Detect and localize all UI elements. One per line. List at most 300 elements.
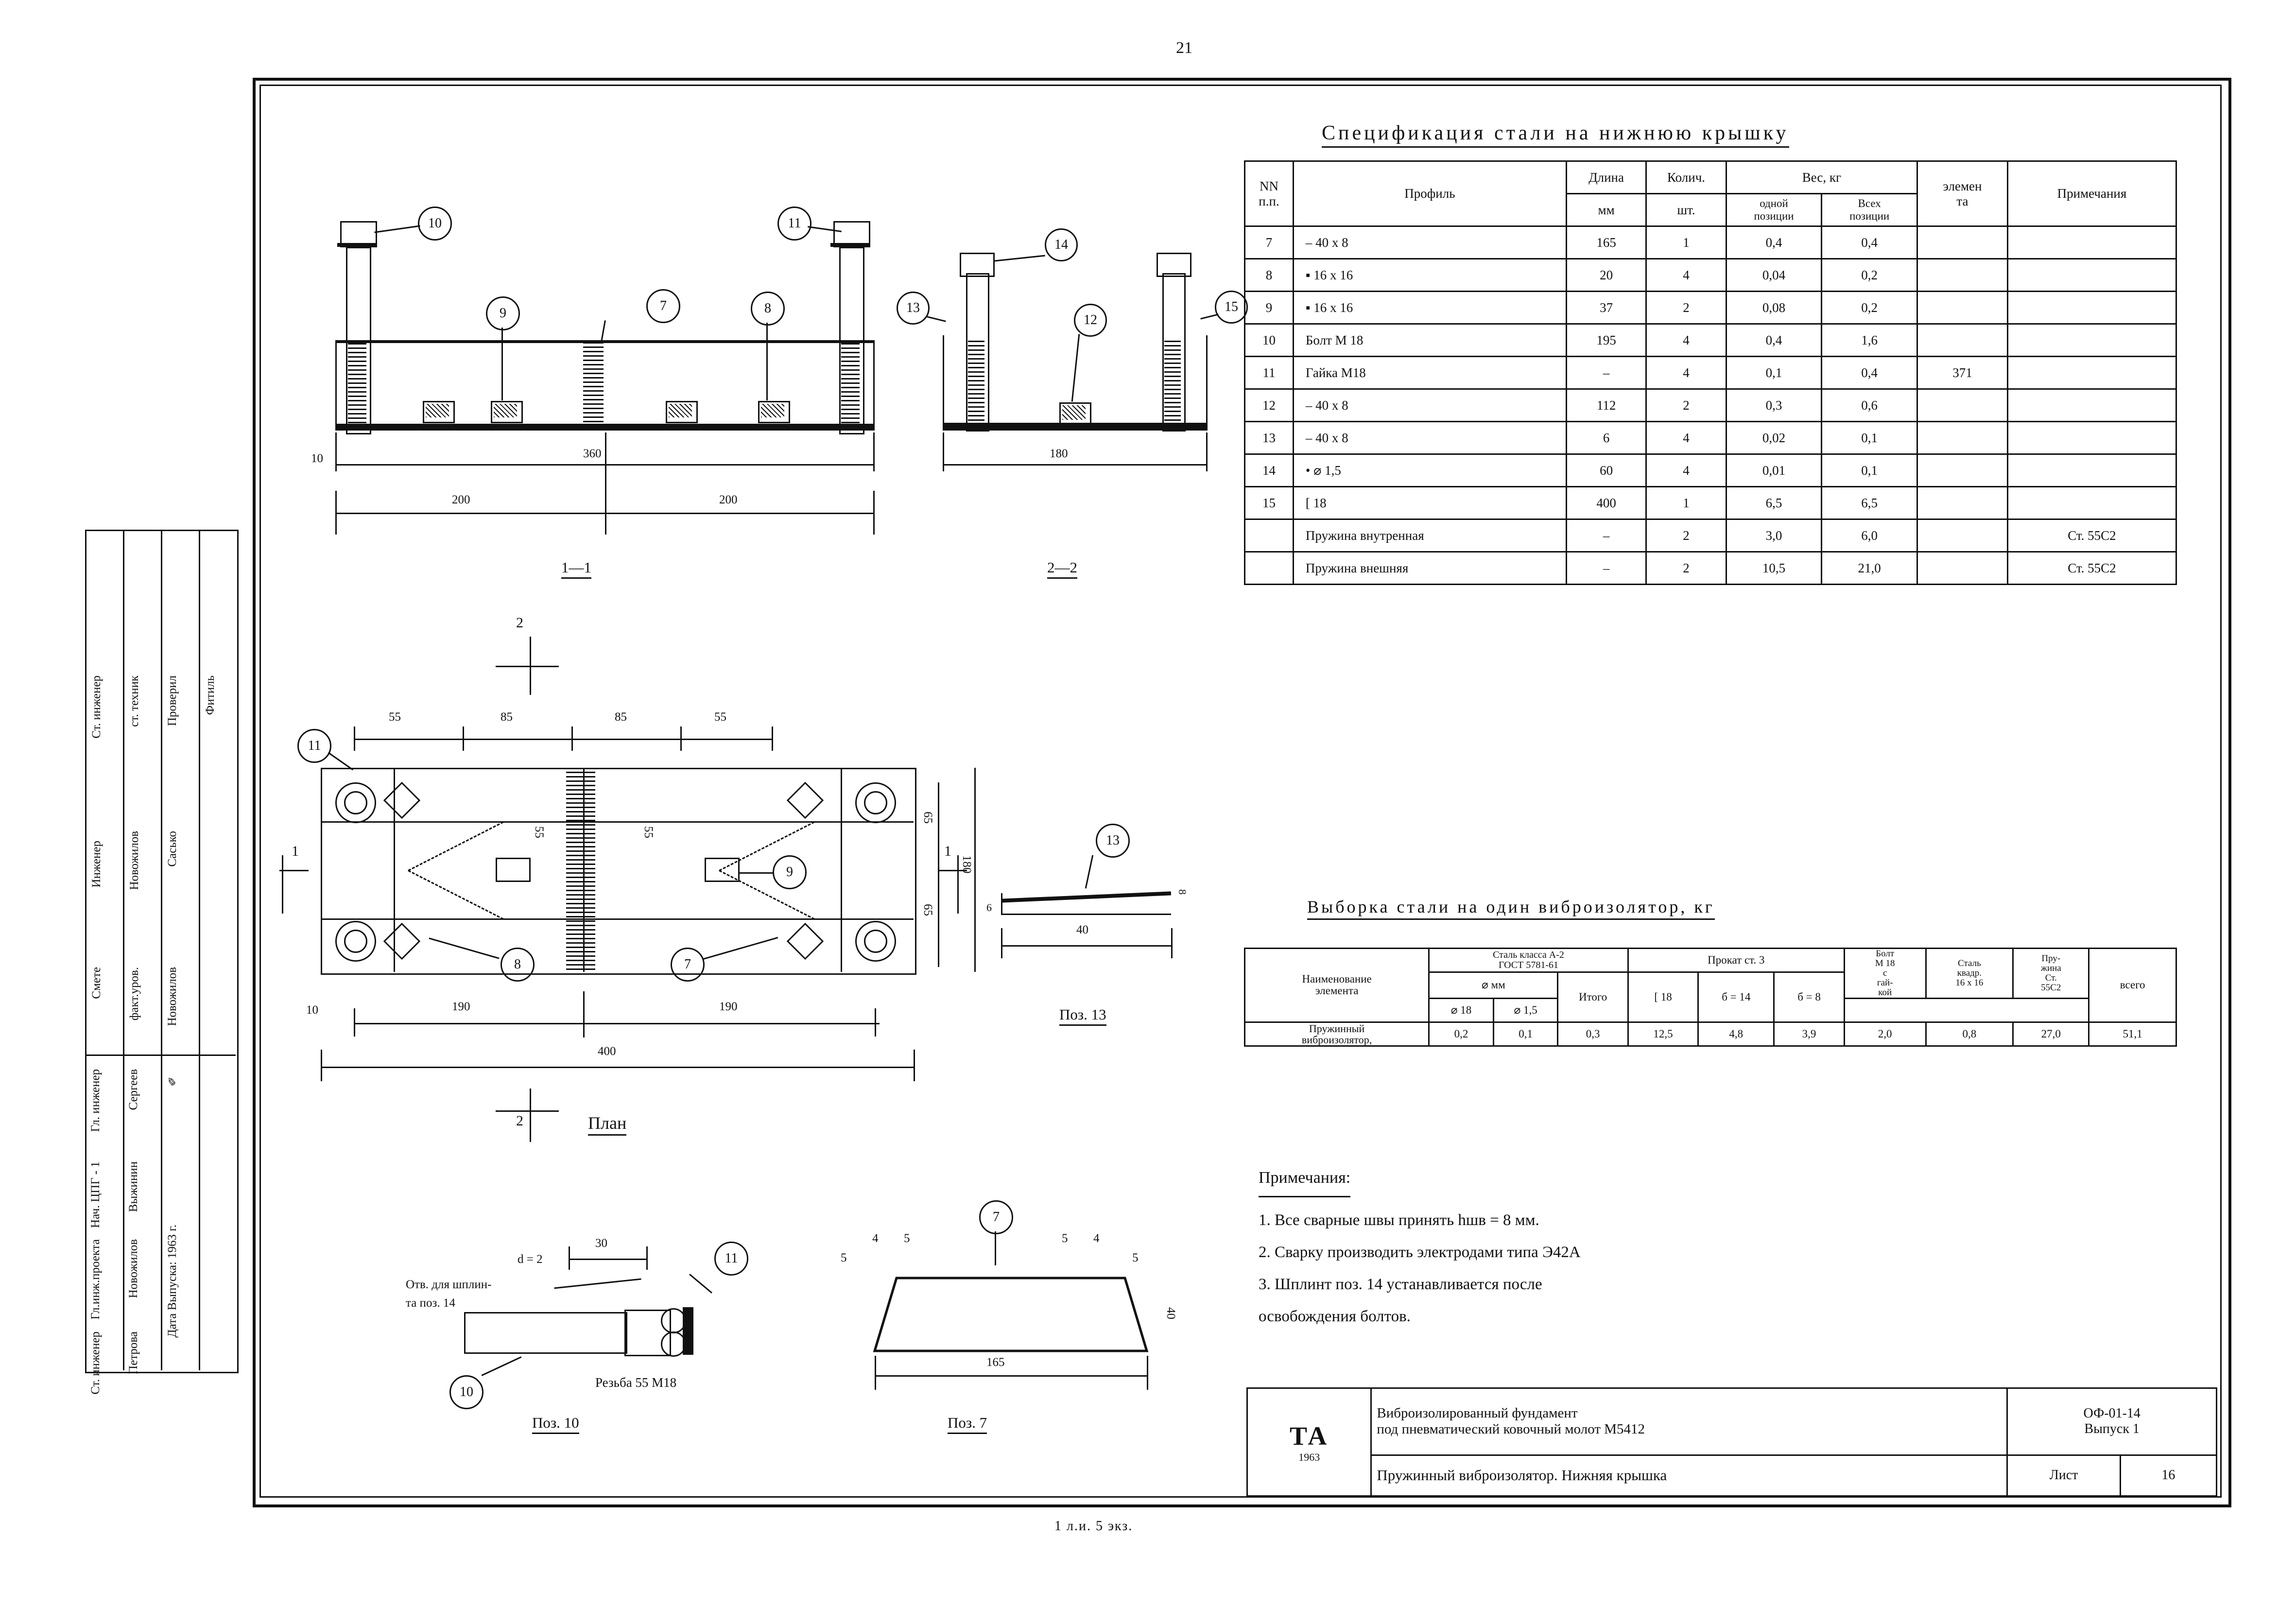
dim-poz7-40: 40 (1164, 1307, 1177, 1319)
dim-200-left: 200 (452, 493, 470, 506)
spec-cell-qty: 2 (1646, 519, 1726, 552)
notes-list (1259, 1204, 2182, 1332)
plan-hole-tl-inner (344, 791, 367, 814)
spec-cell-nn: 10 (1245, 324, 1294, 357)
block-8-b-hatch (669, 404, 692, 417)
dim-line-poz13-40 (1001, 945, 1171, 947)
stamp-div-3 (199, 530, 200, 1370)
leader-poz7 (995, 1231, 996, 1265)
dim-line-poz7-165 (875, 1375, 1147, 1377)
dtick-poz13-a (1001, 928, 1002, 958)
section-mark-2-bottom-tick (530, 1089, 531, 1142)
spec-cell-element: 371 (1917, 357, 2008, 389)
stamp-role-2: Нач. ЦПГ - 1 (89, 1161, 102, 1228)
plan-hole-tr-inner (864, 791, 887, 814)
vyb-val-square: 0,8 (1926, 1022, 2013, 1046)
poz10-shank (464, 1312, 627, 1354)
vyb-col-spring: Пру- жина Ст. 55С2 (2013, 949, 2089, 999)
spec-col-qty-unit: шт. (1646, 194, 1726, 226)
balloon-15: 15 (1215, 291, 1248, 324)
dtick-5 (772, 726, 773, 751)
spec-cell-element (1917, 552, 2008, 585)
stamp-role-4: Ст. инженер (89, 1331, 102, 1395)
stamp-name-3: Новожилов (127, 1239, 140, 1298)
vyb-col-b8: б = 8 (1774, 972, 1844, 1022)
dim-ext-180-right (1206, 432, 1208, 471)
vyb-data-row (1245, 1022, 2176, 1046)
spec-cell-w-all: 6,5 (1822, 487, 1917, 519)
vyb-col-b14: б = 14 (1698, 972, 1774, 1022)
dtick-2 (463, 726, 464, 751)
vyb-row-name: Пружинный виброизолятор, (1245, 1022, 1429, 1046)
spec-cell-length: – (1566, 519, 1646, 552)
dim-55v-left: 55 (533, 826, 546, 838)
signature-stamp (85, 530, 236, 1395)
spec-cell-element (1917, 324, 2008, 357)
dtick-b3 (875, 1008, 876, 1037)
spec-cell-length: – (1566, 552, 1646, 585)
spec-cell-w-all: 0,4 (1822, 357, 1917, 389)
thread-hatch-2-2-right (1164, 340, 1181, 425)
poz13-left-edge (1001, 893, 1002, 915)
spec-cell-nn (1245, 519, 1294, 552)
spec-cell-element (1917, 519, 2008, 552)
dim-poz7-4a: 4 (872, 1232, 879, 1245)
spec-header-row-1 (1245, 161, 2176, 194)
title-block-row-2 (1247, 1455, 2217, 1496)
spec-cell-profile: – 40 x 8 (1293, 226, 1566, 259)
block-9-b-hatch (761, 404, 784, 417)
spec-cell-w-all: 21,0 (1822, 552, 1917, 585)
dim-poz13-8: 8 (1176, 889, 1189, 895)
spec-cell-profile: – 40 x 8 (1293, 389, 1566, 422)
spec-cell-qty: 1 (1646, 487, 1726, 519)
dtick-poz13-b (1171, 928, 1173, 958)
title-block-code: ОФ-01-14 Выпуск 1 (2007, 1388, 2217, 1455)
spec-cell-w-all: 6,0 (1822, 519, 1917, 552)
spec-row (1245, 389, 2176, 422)
notes-block (1259, 1161, 2182, 1332)
spec-cell-note (2007, 454, 2176, 487)
channel-left-web (943, 335, 944, 430)
stamp-col-label-1: Ст. инженер (90, 675, 103, 739)
caption-poz-7: Поз. 7 (948, 1414, 987, 1432)
spec-cell-w-one: 0,04 (1726, 259, 1822, 292)
spec-cell-length: 20 (1566, 259, 1646, 292)
spec-col-weight: Вес, кг (1726, 161, 1917, 194)
spec-cell-profile: Пружина внутренная (1293, 519, 1566, 552)
section-mark-2-bottom-line (496, 1110, 559, 1112)
dim-180-plan: 180 (960, 855, 973, 874)
caption-poz-13: Поз. 13 (1059, 1006, 1106, 1023)
spec-cell-w-one: 6,5 (1726, 487, 1822, 519)
dtick-poz10-b (646, 1246, 648, 1270)
balloon-9: 9 (486, 296, 520, 330)
spec-cell-qty: 4 (1646, 324, 1726, 357)
dim-ext-a (335, 491, 337, 535)
spec-cell-note (2007, 259, 2176, 292)
vyb-col-square: Сталь квадр. 16 x 16 (1926, 949, 2013, 999)
washer-10 (337, 243, 377, 247)
caption-section-1-1: 1—1 (561, 559, 591, 576)
vyb-col-fimm: ⌀ мм (1429, 972, 1558, 999)
dim-poz7-5c: 5 (1062, 1232, 1068, 1245)
thread-hatch-left (348, 340, 366, 428)
spec-cell-note (2007, 422, 2176, 454)
stamp-check-2: Сасько (166, 831, 179, 867)
poz10-head (683, 1307, 693, 1355)
spec-cell-length: 6 (1566, 422, 1646, 454)
spec-cell-profile: ▪ 16 x 16 (1293, 259, 1566, 292)
vyb-val-b8: 3,9 (1774, 1022, 1844, 1046)
balloon-plan-11: 11 (297, 729, 331, 763)
vyb-val-b14: 4,8 (1698, 1022, 1774, 1046)
spec-cell-w-all: 0,1 (1822, 454, 1917, 487)
plan-inner-h1 (321, 821, 914, 823)
balloon-plan-9: 9 (773, 855, 807, 889)
spec-row (1245, 357, 2176, 389)
spec-cell-qty: 4 (1646, 454, 1726, 487)
dim-200-right: 200 (719, 493, 738, 506)
washer-11 (830, 243, 870, 247)
page-number: 21 (1176, 39, 1192, 57)
dim-55v-right: 55 (642, 826, 655, 838)
section-mark-1-left-tick (279, 870, 309, 871)
spec-cell-note: Ст. 55С2 (2007, 552, 2176, 585)
stamp-div-h1 (85, 1054, 236, 1056)
spec-cell-qty: 2 (1646, 292, 1726, 324)
poz13-wedge-bottom (1001, 914, 1171, 915)
thread-hatch-right (841, 340, 860, 428)
dim-ext-right-360 (873, 432, 875, 471)
spec-cell-qty: 2 (1646, 552, 1726, 585)
title-block-logo: ТА 1963 (1247, 1388, 1371, 1496)
cover-left-edge (335, 340, 337, 429)
dim-10-left: 10 (311, 452, 323, 465)
spec-col-w-one: одной позиции (1726, 194, 1822, 226)
spec-cell-qty: 4 (1646, 422, 1726, 454)
dim-85b: 85 (615, 710, 627, 724)
stamp-name-4: Петрова (127, 1331, 140, 1374)
stamp-div-1 (123, 530, 124, 1370)
plan-hole-br-inner (864, 930, 887, 953)
spec-cell-element (1917, 292, 2008, 324)
spec-cell-nn: 9 (1245, 292, 1294, 324)
balloon-12: 12 (1074, 304, 1107, 337)
plan-hole-bl-inner (344, 930, 367, 953)
spec-table (1244, 160, 2177, 585)
section-mark-2-top-label: 2 (516, 615, 523, 631)
dtick-3 (571, 726, 573, 751)
leader-9 (501, 328, 503, 400)
spec-cell-element (1917, 487, 2008, 519)
stamp-div-2 (161, 530, 162, 1370)
balloon-poz10-11: 11 (714, 1242, 748, 1276)
spec-row (1245, 324, 2176, 357)
dim-65b: 65 (921, 904, 934, 916)
dim-85a: 85 (501, 710, 513, 724)
poz10-d2: d = 2 (518, 1253, 543, 1266)
spec-cell-profile: [ 18 (1293, 487, 1566, 519)
spec-cell-note (2007, 487, 2176, 519)
dim-poz7-5a: 5 (841, 1251, 847, 1264)
poz10-thread-label: Резьба 55 М18 (595, 1375, 677, 1390)
spec-cell-note (2007, 357, 2176, 389)
dim-line-right-180 (974, 768, 976, 972)
spec-cell-w-all: 0,2 (1822, 292, 1917, 324)
spec-cell-w-all: 0,1 (1822, 422, 1917, 454)
caption-plan: План (588, 1113, 626, 1133)
stamp-col-label-2: Инженер (90, 841, 103, 888)
spec-cell-nn (1245, 552, 1294, 585)
spring-hatch-middle (583, 340, 604, 427)
spec-cell-note: Ст. 55С2 (2007, 519, 2176, 552)
block-12-hatch (1062, 405, 1086, 420)
dim-ext-left-360 (335, 432, 337, 471)
spec-cell-w-all: 0,4 (1822, 226, 1917, 259)
spec-row (1245, 519, 2176, 552)
dtick-poz7-a (875, 1356, 876, 1390)
spec-col-qty: Колич. (1646, 161, 1726, 194)
dim-55a: 55 (389, 710, 401, 724)
spec-cell-w-one: 0,02 (1726, 422, 1822, 454)
vyb-col-c18: [ 18 (1628, 972, 1698, 1022)
spec-cell-element (1917, 454, 2008, 487)
cover-right-edge (873, 340, 875, 429)
dim-10-plan: 10 (306, 1003, 318, 1017)
plan-center-hatch (566, 770, 595, 970)
dim-line-190 (354, 1023, 880, 1024)
title-block-sheet-label: Лист (2007, 1455, 2120, 1496)
stamp-colname-2: Новожилов (128, 831, 141, 890)
spec-cell-nn: 15 (1245, 487, 1294, 519)
stamp-colname-1: ст. техник (128, 675, 141, 727)
spec-cell-w-one: 0,3 (1726, 389, 1822, 422)
spec-cell-w-one: 3,0 (1726, 519, 1822, 552)
title-block-subject: Виброизолированный фундамент под пневматический ковочный молот М5412 (1371, 1388, 2007, 1455)
poz7-trapezoid (860, 1263, 1161, 1370)
vyb-val-fi15: 0,1 (1493, 1022, 1558, 1046)
spec-cell-length: – (1566, 357, 1646, 389)
spec-col-note: Примечания (2007, 161, 2176, 226)
stamp-role-3: Гл.инж.проекта (89, 1239, 102, 1320)
dim-line-poz10-30 (569, 1259, 646, 1260)
dtick-b2 (583, 991, 585, 1037)
stamp-colname-3: факт.уров. (128, 967, 141, 1020)
caption-poz-10: Поз. 10 (532, 1414, 579, 1432)
vyb-col-total: всего (2089, 949, 2176, 1022)
vyb-col-fi18: ⌀ 18 (1429, 998, 1494, 1022)
leader-plan-9 (739, 872, 774, 874)
balloon-14: 14 (1045, 228, 1078, 261)
balloon-8: 8 (751, 292, 785, 326)
dim-poz13-40: 40 (1076, 923, 1088, 936)
dim-line-400 (321, 1067, 914, 1068)
vyb-col-steelclass: Сталь класса А-2 ГОСТ 5781-61 (1429, 949, 1628, 972)
section-mark-1-left-line (282, 855, 283, 914)
section-mark-2-top-line (496, 666, 559, 667)
spec-cell-profile: Гайка М18 (1293, 357, 1566, 389)
vyb-val-fi18: 0,2 (1429, 1022, 1494, 1046)
section-mark-2-bottom-label: 2 (516, 1113, 523, 1129)
title-block-part: Пружинный виброизолятор. Нижняя крышка (1371, 1455, 2007, 1496)
dim-poz7-5b: 5 (904, 1232, 910, 1245)
spec-cell-nn: 7 (1245, 226, 1294, 259)
vyborka-title: Выборка стали на один виброизолятор, кг (1307, 897, 1715, 917)
dim-poz7-4b: 4 (1093, 1232, 1100, 1245)
vyb-col-name: Наименование элемента (1245, 949, 1429, 1022)
spec-cell-w-all: 0,2 (1822, 259, 1917, 292)
dtick-b1 (354, 1008, 355, 1037)
spec-cell-note (2007, 389, 2176, 422)
vyb-val-itogo: 0,3 (1558, 1022, 1628, 1046)
spec-cell-length: 195 (1566, 324, 1646, 357)
spec-cell-profile: ▪ 16 x 16 (1293, 292, 1566, 324)
stamp-date: Дата Выпуска: 1963 г. (166, 1225, 179, 1338)
dim-190a: 190 (452, 1000, 470, 1013)
dtick-4 (680, 726, 682, 751)
vyb-val-spring: 27,0 (2013, 1022, 2089, 1046)
spec-cell-length: 165 (1566, 226, 1646, 259)
vyb-header-row-1 (1245, 949, 2176, 972)
spec-col-length: Длина (1566, 161, 1646, 194)
spec-cell-nn: 8 (1245, 259, 1294, 292)
spec-cell-w-one: 0,1 (1726, 357, 1822, 389)
note-item: 3. Шплинт поз. 14 устанавливается после (1259, 1276, 1542, 1293)
spec-cell-note (2007, 292, 2176, 324)
spec-cell-profile: Пружина внешняя (1293, 552, 1566, 585)
spec-cell-qty: 4 (1646, 357, 1726, 389)
stamp-role-1: Гл. инженер (89, 1069, 102, 1132)
thread-hatch-2-2-left (968, 340, 984, 425)
spec-col-nn: NN п.п. (1245, 161, 1294, 226)
dim-65a: 65 (921, 812, 934, 824)
spec-cell-note (2007, 324, 2176, 357)
section-mark-1-left-label: 1 (292, 843, 299, 859)
balloon-plan-8: 8 (501, 948, 535, 982)
dim-poz10-30: 30 (595, 1237, 607, 1250)
spec-cell-element (1917, 389, 2008, 422)
spec-cell-length: 60 (1566, 454, 1646, 487)
dim-55b: 55 (714, 710, 726, 724)
spec-cell-length: 37 (1566, 292, 1646, 324)
dim-400: 400 (598, 1045, 616, 1058)
spec-cell-length: 400 (1566, 487, 1646, 519)
stamp-col4-1: Фитиль (204, 675, 217, 715)
note-item: 1. Все сварные швы принять hшв = 8 мм. (1259, 1211, 1539, 1229)
spec-cell-nn: 12 (1245, 389, 1294, 422)
spec-table-body (1245, 226, 2176, 585)
note-item: освобождения болтов. (1259, 1308, 1411, 1325)
balloon-poz10-10: 10 (449, 1375, 483, 1409)
vyborka-table (1244, 948, 2177, 1047)
stamp-check-3: Новожилов (166, 967, 179, 1026)
plan-center-line (583, 768, 585, 972)
spec-row (1245, 422, 2176, 454)
spec-col-element: элемен та (1917, 161, 2008, 226)
poz10-note-1: Отв. для шплин- (406, 1278, 492, 1291)
spec-cell-qty: 1 (1646, 226, 1726, 259)
block-8-a-hatch (426, 404, 449, 417)
dim-line-top-plan (354, 739, 772, 740)
spec-col-profile: Профиль (1293, 161, 1566, 226)
stamp-col-label-3: Смете (90, 967, 103, 999)
poz10-note-2: та поз. 14 (406, 1296, 455, 1310)
section-mark-1-right-line (957, 855, 959, 914)
spec-cell-qty: 4 (1646, 259, 1726, 292)
spec-row (1245, 552, 2176, 585)
section-mark-1-right-label: 1 (944, 843, 951, 859)
dim-poz7-5d: 5 (1132, 1251, 1139, 1264)
section-mark-2-top-tick (530, 637, 531, 695)
spec-cell-w-one: 0,4 (1726, 226, 1822, 259)
spec-cell-length: 112 (1566, 389, 1646, 422)
dim-180: 180 (1050, 447, 1068, 460)
spec-table-title: Спецификация стали на нижнюю крышку (1322, 121, 1789, 145)
block-9-a-hatch (494, 404, 517, 417)
spec-col-length-unit: мм (1566, 194, 1646, 226)
dim-poz13-6: 6 (986, 901, 992, 914)
spec-cell-w-one: 10,5 (1726, 552, 1822, 585)
spec-cell-qty: 2 (1646, 389, 1726, 422)
title-block (1246, 1387, 2217, 1497)
balloon-poz13: 13 (1096, 824, 1130, 858)
spec-cell-w-one: 0,08 (1726, 292, 1822, 324)
spec-cell-nn: 11 (1245, 357, 1294, 389)
dim-190b: 190 (719, 1000, 738, 1013)
balloon-poz7: 7 (979, 1200, 1013, 1234)
spec-cell-w-all: 0,6 (1822, 389, 1917, 422)
vyb-col-fi15: ⌀ 1,5 (1493, 998, 1558, 1022)
stamp-name-1: Сергеев (127, 1069, 140, 1110)
cover-top-edge (335, 340, 875, 343)
title-block-sheet-no: 16 (2120, 1455, 2216, 1496)
spec-cell-profile: – 40 x 8 (1293, 422, 1566, 454)
title-block-table (1246, 1387, 2217, 1497)
dtick-poz7-b (1147, 1356, 1148, 1390)
spec-cell-profile: • ⌀ 1,5 (1293, 454, 1566, 487)
balloon-7: 7 (646, 289, 680, 323)
dim-poz7-165: 165 (986, 1356, 1005, 1369)
stamp-check-1: Проверил (166, 675, 179, 726)
dim-line-180 (943, 464, 1208, 466)
dim-ext-c (873, 491, 875, 535)
notes-title: Примечания: (1259, 1161, 1350, 1197)
stamp-signature-1: ✎ (166, 1074, 180, 1088)
spec-cell-element (1917, 422, 2008, 454)
dtick-c2 (914, 1050, 915, 1081)
balloon-10: 10 (418, 207, 452, 241)
vyb-col-bolt: Болт М 18 с гай- кой (1844, 949, 1926, 999)
dim-ext-b (605, 432, 606, 535)
channel-right-web (1206, 335, 1208, 430)
plan-inner-h2 (321, 918, 914, 920)
spec-cell-element (1917, 259, 2008, 292)
spec-cell-nn: 14 (1245, 454, 1294, 487)
spec-cell-profile: Болт М 18 (1293, 324, 1566, 357)
dtick-c1 (321, 1050, 322, 1081)
balloon-13: 13 (897, 292, 930, 325)
vyb-val-total: 51,1 (2089, 1022, 2176, 1046)
balloon-plan-7: 7 (671, 948, 705, 982)
dim-ext-180-left (943, 432, 944, 471)
footer-mark: 1 л.и. 5 экз. (1054, 1519, 1133, 1534)
spec-row (1245, 454, 2176, 487)
dtick-poz10-a (569, 1246, 570, 1270)
leader-8 (766, 323, 768, 400)
title-block-row-1 (1247, 1388, 2217, 1455)
spec-row (1245, 259, 2176, 292)
